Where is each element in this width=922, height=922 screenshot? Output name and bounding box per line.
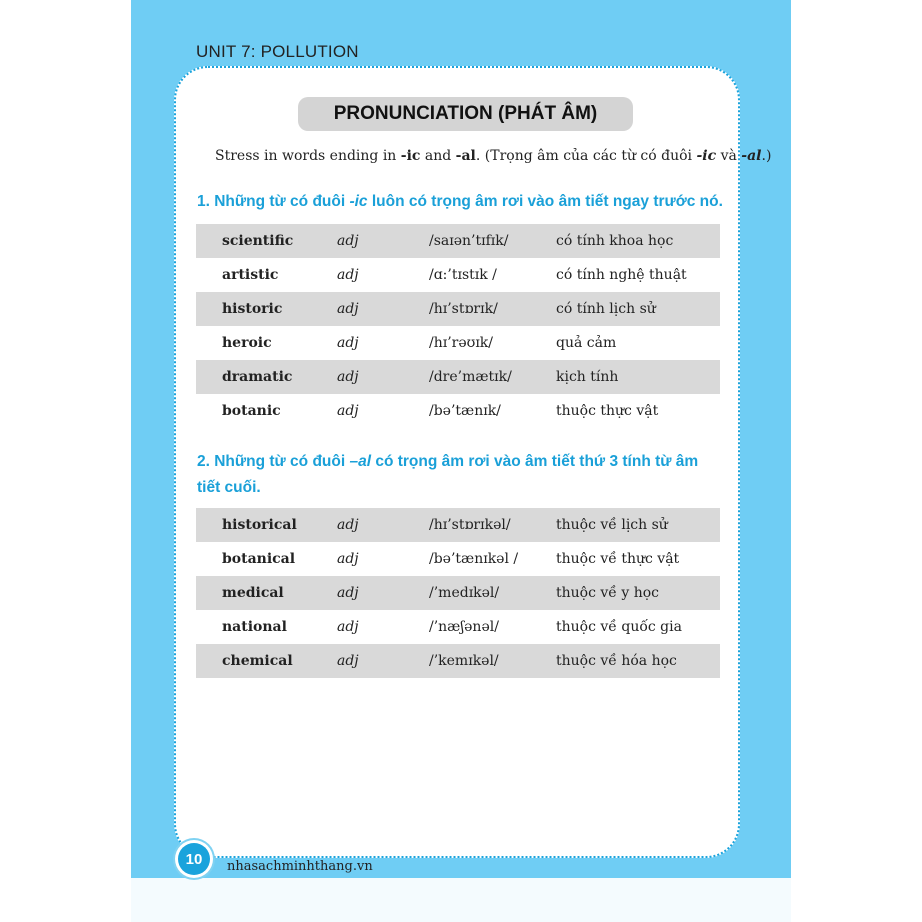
page-bottom-strip [131, 878, 791, 922]
vocab-word: botanic [222, 403, 281, 419]
part-of-speech: adj [337, 403, 359, 419]
table-row [196, 360, 720, 394]
vietnamese-meaning: thuộc về thực vật [556, 551, 680, 567]
part-of-speech: adj [337, 301, 359, 317]
vietnamese-meaning: quả cảm [556, 335, 617, 351]
phonetic-transcription: /’kemɪkəl/ [429, 653, 499, 669]
part-of-speech: adj [337, 653, 359, 669]
table-row [196, 542, 720, 576]
vocab-word: botanical [222, 551, 296, 567]
rule-1-prefix: 1. Những từ có đuôi [197, 193, 350, 210]
phonetic-transcription: /hɪ’stɒrɪkəl/ [429, 517, 511, 533]
rule-2-heading [197, 449, 719, 501]
table-row [196, 508, 720, 542]
intro-text-1: Stress in words ending in [215, 148, 401, 164]
intro-suffix-ic-vi: -ic [696, 148, 717, 164]
vocab-word: historic [222, 301, 283, 317]
page-number-badge: 10 [178, 843, 210, 875]
intro-text-2: and [420, 148, 456, 164]
phonetic-transcription: /’næʃənəl/ [429, 619, 499, 635]
phonetic-transcription: /’medɪkəl/ [429, 585, 500, 601]
vietnamese-meaning: thuộc về lịch sử [556, 517, 668, 533]
rule-2-prefix: 2. Những từ có đuôi [197, 453, 350, 470]
intro-sentence [215, 148, 772, 164]
table-row [196, 292, 720, 326]
phonetic-transcription: /bə’tænɪk/ [429, 403, 501, 419]
table-row [196, 644, 720, 678]
rule-1-rest: luôn có trọng âm rơi vào âm tiết ngay trước nó. [367, 193, 723, 210]
part-of-speech: adj [337, 517, 359, 533]
vocab-word: heroic [222, 335, 272, 351]
phonetic-transcription: /saɪən’tɪfɪk/ [429, 233, 509, 249]
part-of-speech: adj [337, 369, 359, 385]
part-of-speech: adj [337, 233, 359, 249]
section-heading: PRONUNCIATION (PHÁT ÂM) [298, 97, 633, 131]
intro-text-3: . (Trọng âm của các từ có đuôi [475, 148, 697, 164]
table-row [196, 394, 720, 428]
vietnamese-meaning: thuộc thực vật [556, 403, 659, 419]
part-of-speech: adj [337, 267, 359, 283]
phonetic-transcription: /hɪ’rəʊɪk/ [429, 335, 493, 351]
vietnamese-meaning: thuộc về y học [556, 585, 659, 601]
part-of-speech: adj [337, 551, 359, 567]
part-of-speech: adj [337, 619, 359, 635]
vocab-word: historical [222, 517, 297, 533]
table-row [196, 576, 720, 610]
vocab-word: dramatic [222, 369, 293, 385]
table-al-words [196, 508, 720, 678]
table-ic-words [196, 224, 720, 428]
vocab-word: medical [222, 585, 284, 601]
rule-1-heading [197, 189, 727, 215]
table-row [196, 326, 720, 360]
part-of-speech: adj [337, 335, 359, 351]
vocab-word: national [222, 619, 287, 635]
intro-suffix-al-vi: -al [741, 148, 762, 164]
rule-2-suffix: –al [349, 453, 372, 470]
intro-suffix-ic: -ic [400, 148, 421, 164]
vocab-word: chemical [222, 653, 293, 669]
vietnamese-meaning: có tính nghệ thuật [556, 267, 687, 283]
vocab-word: artistic [222, 267, 279, 283]
vietnamese-meaning: thuộc về quốc gia [556, 619, 682, 635]
table-row [196, 258, 720, 292]
part-of-speech: adj [337, 585, 359, 601]
website-label: nhasachminhthang.vn [227, 859, 373, 874]
intro-text-4: và [716, 148, 742, 164]
table-row [196, 224, 720, 258]
phonetic-transcription: /ɑ:’tɪstɪk / [429, 267, 497, 283]
vietnamese-meaning: có tính lịch sử [556, 301, 656, 317]
intro-text-5: .) [761, 148, 772, 164]
phonetic-transcription: /hɪ’stɒrɪk/ [429, 301, 498, 317]
vocab-word: scientific [222, 233, 294, 249]
rule-2-rest: có trọng âm rơi vào âm tiết thứ 3 tính từ âm tiết cuối. [197, 453, 699, 496]
intro-suffix-al: -al [455, 148, 476, 164]
vietnamese-meaning: kịch tính [556, 369, 619, 385]
vietnamese-meaning: có tính khoa học [556, 233, 674, 249]
vietnamese-meaning: thuộc về hóa học [556, 653, 677, 669]
rule-1-suffix: -ic [349, 193, 368, 210]
unit-title: UNIT 7: POLLUTION [196, 42, 359, 61]
phonetic-transcription: /dre’mætɪk/ [429, 369, 512, 385]
table-row [196, 610, 720, 644]
phonetic-transcription: /bə’tænɪkəl / [429, 551, 519, 567]
